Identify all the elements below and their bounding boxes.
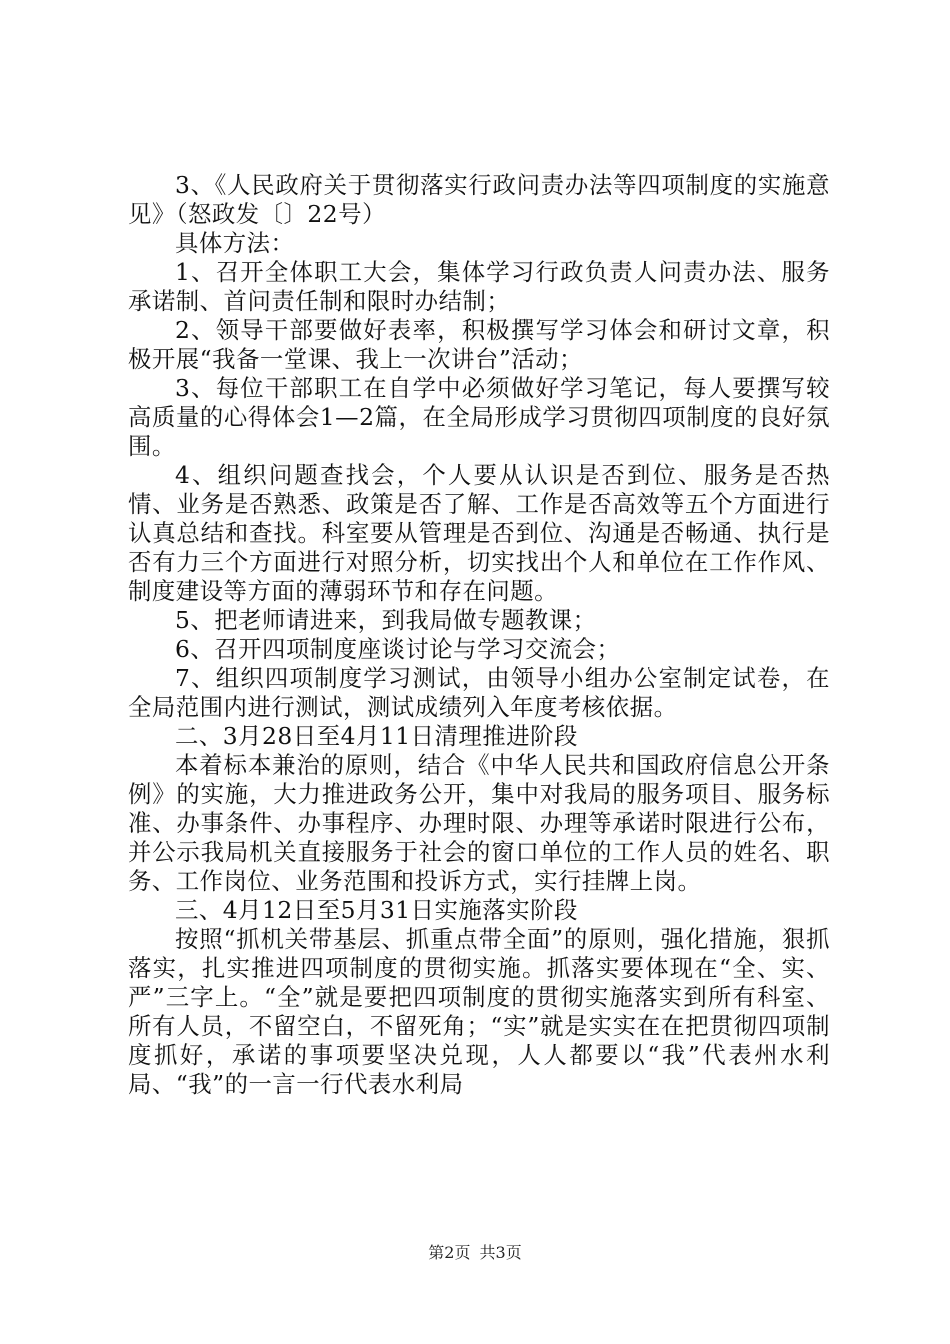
paragraph-regulation-reference: 3、《人民政府关于贯彻落实行政问责办法等四项制度的实施意见》（怒政发〔〕22号） (128, 171, 830, 228)
page-total: 共3页 (479, 1243, 522, 1262)
paragraph-method-4: 4、组织问题查找会，个人要从认识是否到位、服务是否热情、业务是否熟悉、政策是否了解、工作是否高效等五个方面进行认真总结和查找。科室要从管理是否到位、沟通是否畅通、执行是否有力三个方面进行对照分析，切实找出个人和单位在工作作风、制度建设等方面的薄弱环节和存在问题。 (128, 461, 830, 605)
page-number: 第2页 (428, 1243, 471, 1262)
paragraph-phase-3-body: 按照“抓机关带基层、抓重点带全面”的原则，强化措施，狠抓落实，扎实推进四项制度的贯彻实施。抓落实要体现在“全、实、严”三字上。“全”就是要把四项制度的贯彻实施落实到所有科室、所有人员，不留空白，不留死角；“实”就是实实在在把贯彻四项制度抓好，承诺的事项要坚决兑现，人人都要以“我”代表州水利局、“我”的一言一行代表水利局 (128, 925, 830, 1098)
paragraph-method-7: 7、组织四项制度学习测试，由领导小组办公室制定试卷，在全局范围内进行测试，测试成绩列入年度考核依据。 (128, 664, 830, 721)
paragraph-method-2: 2、领导干部要做好表率，积极撰写学习体会和研讨文章，积极开展“我备一堂课、我上一次讲台”活动； (128, 316, 830, 373)
document-body (128, 171, 830, 1099)
paragraph-methods-heading: 具体方法： (175, 229, 295, 257)
paragraph-method-6: 6、召开四项制度座谈讨论与学习交流会； (175, 635, 621, 663)
page-footer (0, 1243, 950, 1263)
section-heading-phase-2: 二、3月28日至4月11日清理推进阶段 (175, 722, 578, 750)
paragraph-phase-2-body: 本着标本兼治的原则，结合《中华人民共和国政府信息公开条例》的实施，大力推进政务公开，集中对我局的服务项目、服务标准、办事条件、办事程序、办理时限、办理等承诺时限进行公布，并公示我局机关直接服务于社会的窗口单位的工作人员的姓名、职务、工作岗位、业务范围和投诉方式，实行挂牌上岗。 (128, 751, 830, 895)
paragraph-method-1: 1、召开全体职工大会，集体学习行政负责人问责办法、服务承诺制、首问责任制和限时办结制； (128, 258, 830, 315)
section-heading-phase-3: 三、4月12日至5月31日实施落实阶段 (175, 896, 578, 924)
paragraph-method-5: 5、把老师请进来，到我局做专题教课； (175, 606, 597, 634)
paragraph-method-3: 3、每位干部职工在自学中必须做好学习笔记，每人要撰写较高质量的心得体会1—2篇，在全局形成学习贯彻四项制度的良好氛围。 (128, 374, 830, 460)
